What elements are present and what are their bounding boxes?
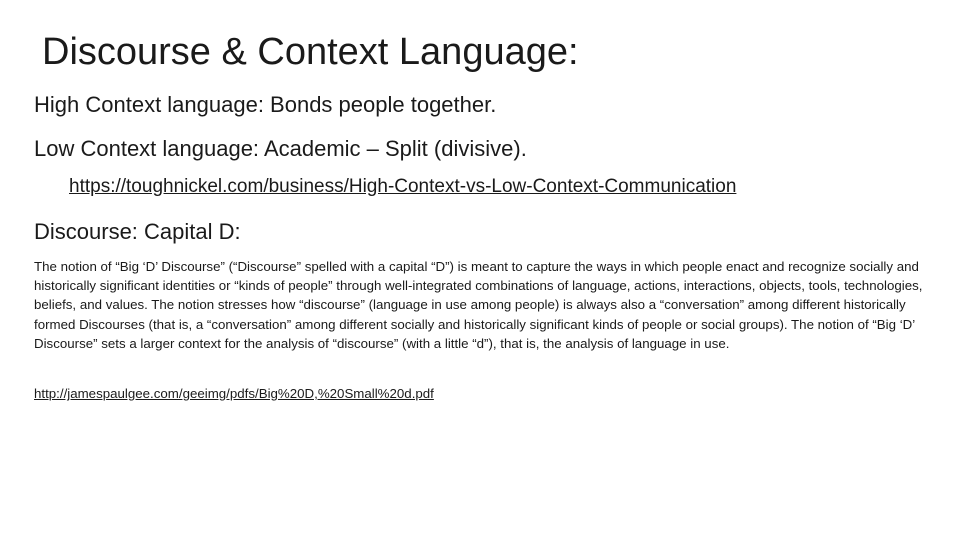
- toughnickel-link[interactable]: https://toughnickel.com/business/High-Context-vs-Low-Context-Communication: [69, 176, 737, 197]
- low-context-line: Low Context language: Academic – Split (divisive).: [34, 136, 527, 161]
- discourse-heading: Discourse: Capital D:: [34, 219, 241, 244]
- slide-title: Discourse & Context Language:: [42, 31, 579, 73]
- gee-pdf-link[interactable]: http://jamespaulgee.com/geeimg/pdfs/Big%20D,%20Small%20d.pdf: [34, 386, 434, 401]
- discourse-paragraph: The notion of “Big ‘D’ Discourse” (“Discourse” spelled with a capital “D”) is meant to capture the ways in which people enact and recognize socially and historically significant identities or “kinds of people” through well-integrated combinations of language, actions, interactions, objects, tools, technologies, beliefs, and values. The notion stresses how “discourse” (language in use among people) is always also a “conversation” among different historically formed Discourses (that is, a “conversation” among different socially and historically significant kinds of people or social groups). The notion of “Big ‘D’ Discourse” sets a larger context for the analysis of “discourse” (with a little “d”), that is, the analysis of language in use.: [34, 259, 923, 351]
- high-context-line: High Context language: Bonds people together.: [34, 92, 497, 117]
